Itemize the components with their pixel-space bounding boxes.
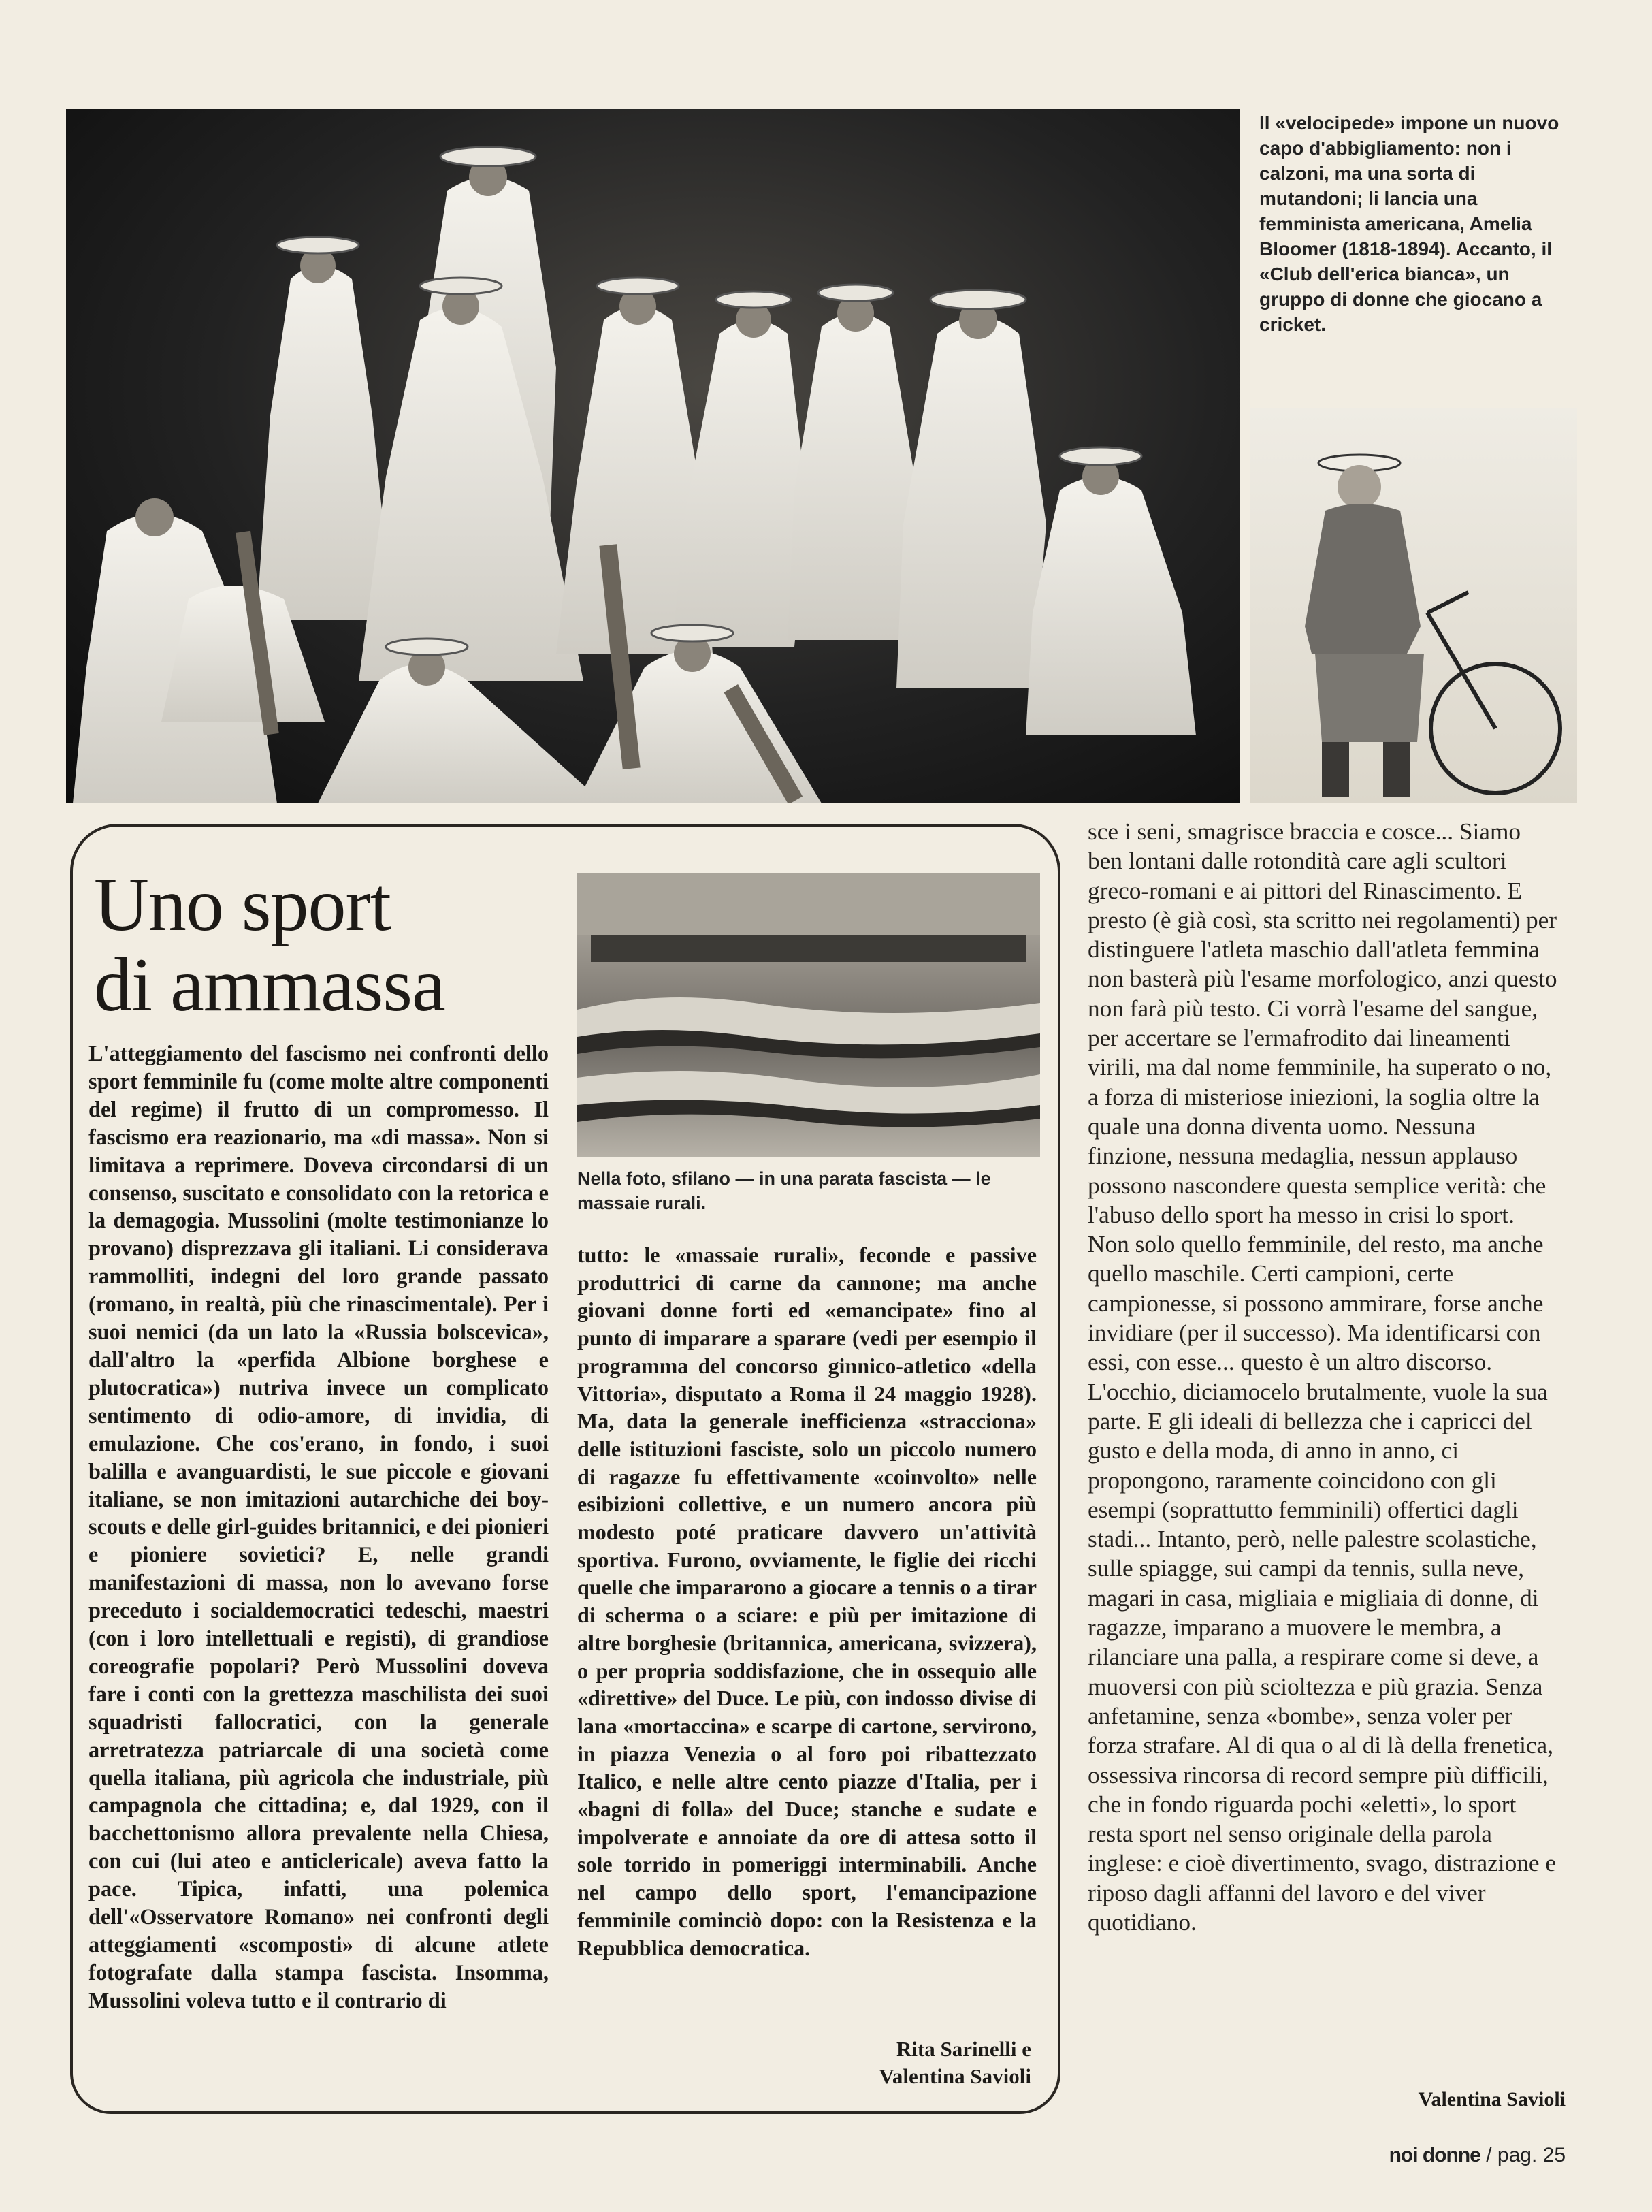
byline-author-1: Rita Sarinelli e <box>896 2037 1031 2061</box>
parade-marchers <box>577 873 1040 1157</box>
headline-line-1: Uno sport <box>94 863 391 947</box>
bloomer-figure <box>1250 408 1577 803</box>
byline-authors <box>796 2036 1031 2090</box>
footer-separator: / <box>1486 2144 1492 2166</box>
article-column-1 <box>88 1040 549 2015</box>
article-headline <box>94 865 536 1025</box>
cricket-club-photo <box>66 109 1240 803</box>
byline-author-2: Valentina Savioli <box>879 2064 1031 2088</box>
column-3-text: sce i seni, smagrisce braccia e cosce... Siamo ben lontani dalle rotondità care agli scultori greco-romani e ai pittori del Rinascimento. E presto (è già così, sta scritto nei regolamenti) per distinguere l'atleta maschio dall'atleta femmina non basterà più l'esame morfologico, anzi questo non farà più testo. Ci vorrà l'esame del sangue, per accertare se l'ermafrodito dai lineamenti virili, ma dal nome femminile, ha superato o no, a forza di misteriose iniezioni, la soglia oltre la quale una donna diventa uomo. Nessuna finzione, nessuna medaglia, nessun applauso possono nascondere questa semplice verità: che l'abuso dello sport ha messo in crisi lo sport. Non solo quello femminile, del resto, ma anche quello maschile. Certi campioni, certe campionesse, si possono ammirare, forse anche invidiare (per il successo). Ma identificarsi con essi, con esse... questo è un altro discorso. L'occhio, diciamocelo brutalmente, vuole la sua parte. E gli ideali di bellezza che i capricci del gusto e della moda, di anno in anno, ci propongono, raramente coincidono con gli esempi (soprattutto femminili) offertici dagli stadi... Intanto, però, nelle palestre scolastiche, sulle spiagge, sui campi da tennis, sulla neve, magari in casa, migliaia e migliaia di donne, di ragazze, imparano a muovere le membra, a rilanciare una palla, a respirare come si deve, a muoversi con più scioltezza e più grazia. Senza anfetamine, senza «bombe», senza voler per forza strafare. Al di qua o al di là della frenetica, ossessiva rincorsa di record sempre più difficili, che in fondo riguarda pochi «eletti», lo sport resta sport nel senso originale della parola inglese: e cioè divertimento, svago, distrazione e riposo dagli affanni del lavoro e del viver quotidiano. <box>1088 818 1557 1936</box>
parade-photo <box>577 873 1040 1157</box>
cricket-photo-caption: Il «velocipede» impone un nuovo capo d'abbigliamento: non i calzoni, ma una sorta di mutandoni; li lancia una femminista americana, Amelia Bloomer (1818-1894). Accanto, il «Club dell'erica bianca», un gruppo di donne che giocano a cricket. <box>1259 112 1559 335</box>
column-2-text: tutto: le «massaie rurali», feconde e passive produttrici di carne da cannone; ma anche giovani donne forti ed «emancipate» fino al punto di imparare a sparare (vedi per esempio il programma del concorso ginnico-atletico «della Vittoria», disputato a Roma il 24 maggio 1928). Ma, data la generale inefficienza «stracciona» delle istituzioni fasciste, solo un piccolo numero di ragazze fu effettivamente «coinvolto» nelle esibizioni collettive, e un numero ancora più modesto poté praticare davvero un'attività sportiva. Furono, ovviamente, le figlie dei ricchi quelle che impararono a giocare a tennis o a tirar di scherma o a sciare: e più per imitazione di altre borghesie (britannica, americana, svizzera), o per propria soddisfazione, che in ossequio alle «direttive» del Duce. Le più, con indosso divise di lana «mortaccina» e scarpe di cartone, servirono, in piazza Venezia o al foro poi ribattezzato Italico, e nelle altre cento piazze d'Italia, per i «bagni di folla» del Duce; stanche e sudate e impolverate e annoiate da ore di attesa sotto il sole torrido in pomeriggi interminabili. Anche nel campo dello sport, l'emancipazione femminile cominciò dopo: con la Resistenza e la Repubblica democratica. <box>577 1243 1037 1960</box>
parade-photo-caption: Nella foto, sfilano — in una parata fascista — le massaie rurali. <box>577 1168 991 1213</box>
column-1-text: L'atteggiamento del fascismo nei confronti dello sport femminile fu (come molte altre componenti del regime) il frutto di un compromesso. Il fascismo era reazionario, ma «di massa». Non si limitava a reprimere. Doveva circondarsi di un consenso, suscitato e consolidato con la retorica e la demagogia. Mussolini (molte testimonianze lo provano) disprezzava gli italiani. Li considerava rammolliti, indegni del loro grande passato (romano, in realtà, più che rinascimentale). Per i suoi nemici (da un lato la «Russia bolscevica», dall'altro la «perfida Albione borghese e plutocratica») nutriva invece un complicato sentimento di odio-amore, di invidia, di emulazione. Che cos'erano, in fondo, i suoi balilla e avanguardisti, le sue piccole e giovani italiane, se non imitazioni autarchiche dei boy-scouts e delle girl-guides britannici, e dei pionieri e pioniere sovietici? E, nelle grandi manifestazioni di massa, non lo avevano forse preceduto i socialdemocratici tedeschi, maestri (con i loro intellettuali e registi), di grandiose coreografie popolari? Però Mussolini doveva fare i conti con la grettezza maschilista dei suoi squadristi fallocratici, con la generale arretratezza patriarcale di una società come quella italiana, più agricola che industriale, più campagnola che cittadina; e, dal 1929, con il bacchettonismo allora prevalente nella Chiesa, con cui (lui ateo e anticlericale) aveva fatto la pace. Tipica, infatti, una polemica dell'«Osservatore Romano» nei confronti degli atteggiamenti «scomposti» di alcune atlete fotografate dalla stampa fascista. Insomma, Mussolini voleva tutto e il contrario di <box>88 1041 549 2013</box>
article-column-3 <box>1088 817 1557 1937</box>
page-number: pag. 25 <box>1497 2144 1566 2166</box>
cricket-club-figures <box>66 109 1240 803</box>
byline-author: Valentina Savioli <box>1418 2088 1566 2111</box>
headline-line-2: di ammassa <box>94 943 445 1027</box>
page-footer <box>1334 2144 1566 2167</box>
bloomer-bicycle-photo <box>1250 408 1577 803</box>
magazine-name: noi donne <box>1389 2144 1480 2166</box>
article-column-2 <box>577 1241 1037 1961</box>
